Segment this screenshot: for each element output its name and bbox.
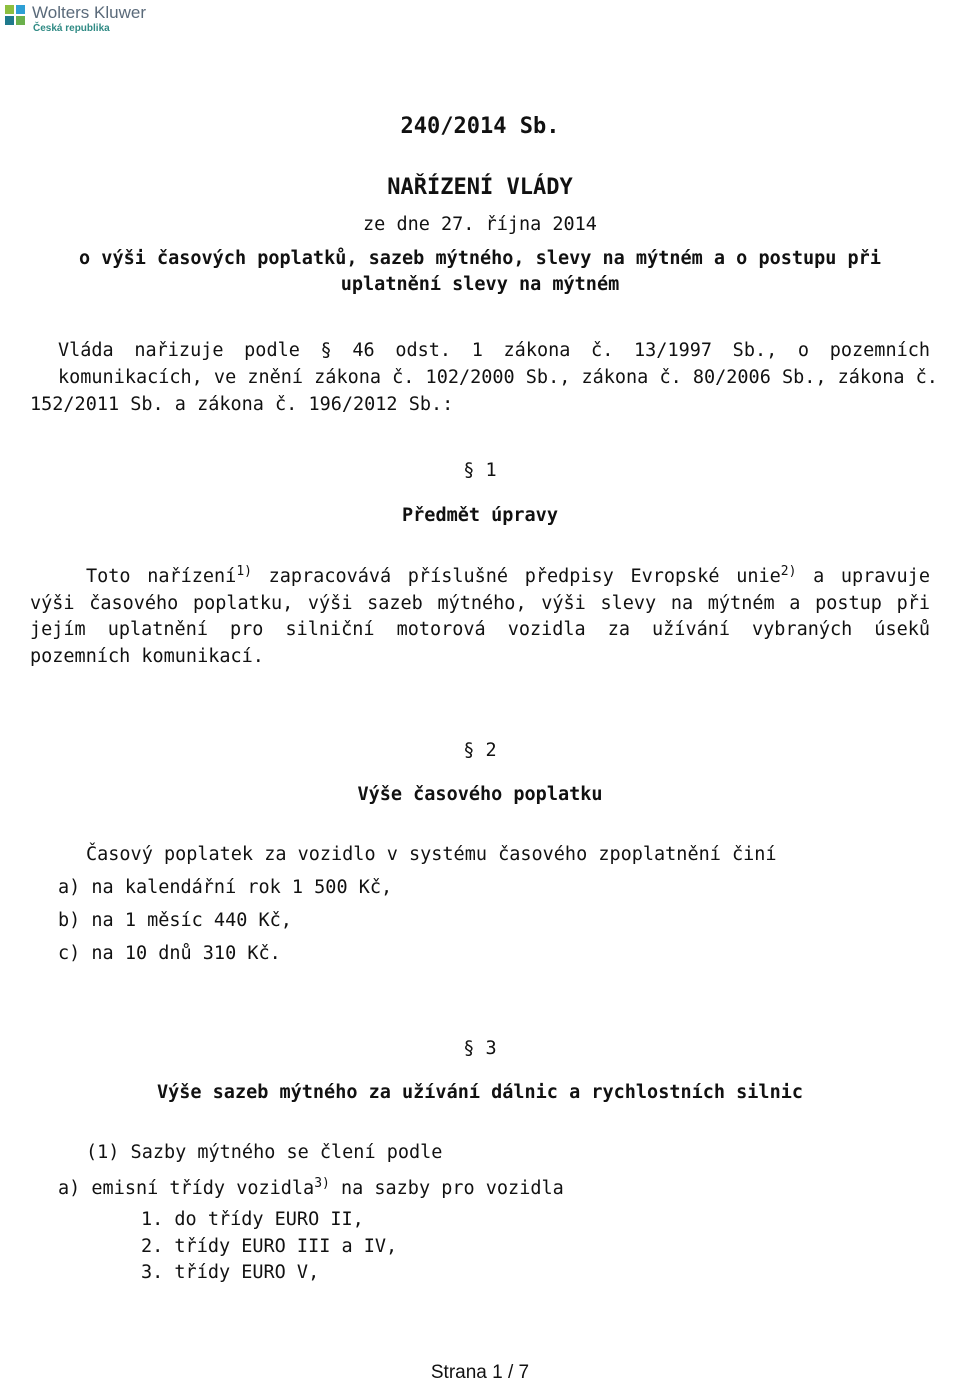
- logo-subtitle-text: Česká republika: [33, 23, 110, 34]
- section-3-item-a-rest: na sazby pro vozidla: [329, 1178, 564, 1199]
- section-3-item-a: [58, 1178, 564, 1199]
- section-2-item-c: c) na 10 dnů 310 Kč.: [58, 943, 281, 964]
- section-3-subitem-1: 1. do třídy EURO II,: [141, 1209, 364, 1230]
- document-type: NAŘÍZENÍ VLÁDY: [387, 175, 573, 200]
- section-1-text-a: Toto nařízení: [86, 566, 237, 587]
- section-1-text-b: zapracovává příslušné předpisy Evropské unie: [251, 566, 781, 587]
- section-1-paragraph-line-1: [86, 566, 930, 587]
- section-3-number: § 3: [463, 1038, 497, 1059]
- section-2-intro: Časový poplatek za vozidlo v systému časového zpoplatnění činí: [86, 844, 777, 865]
- section-1-text-c: a upravuje: [796, 566, 930, 587]
- logo-brand-text: Wolters Kluwer: [32, 3, 146, 22]
- section-2-item-b: b) na 1 měsíc 440 Kč,: [58, 910, 292, 931]
- document-title-line-1: o výši časových poplatků, sazeb mýtného, slevy na mýtném a o postupu při: [79, 248, 881, 269]
- wolters-kluwer-logo: [4, 4, 144, 36]
- section-1-number: § 1: [463, 460, 497, 481]
- section-1-heading: Předmět úpravy: [402, 505, 558, 526]
- document-number: 240/2014 Sb.: [400, 114, 560, 139]
- section-3-heading: Výše sazeb mýtného za užívání dálnic a rychlostních silnic: [156, 1082, 803, 1103]
- section-1-paragraph-line-2: výši časového poplatku, výši sazeb mýtného, výši slevy na mýtném a postup při: [30, 593, 930, 614]
- logo-mark-icon: [4, 4, 26, 26]
- section-3-subitem-2: 2. třídy EURO III a IV,: [141, 1236, 398, 1257]
- document-title-line-2: uplatnění slevy na mýtném: [340, 274, 620, 295]
- section-3-subitem-3: 3. třídy EURO V,: [141, 1262, 320, 1283]
- section-1-paragraph-line-3: jejím uplatnění pro silniční motorová vozidla za užívání vybraných úseků: [30, 619, 930, 640]
- preamble-line-2: komunikacích, ve znění zákona č. 102/2000 Sb., zákona č. 80/2006 Sb., zákona č.: [58, 367, 938, 388]
- page-number: Strana 1 / 7: [430, 1362, 530, 1383]
- preamble-line-3: 152/2011 Sb. a zákona č. 196/2012 Sb.:: [30, 394, 454, 415]
- preamble-line-1: Vláda nařizuje podle § 46 odst. 1 zákona č. 13/1997 Sb., o pozemních: [58, 340, 930, 361]
- section-1-paragraph-line-4: pozemních komunikací.: [30, 646, 264, 667]
- footnote-ref-1[interactable]: 1): [236, 564, 252, 579]
- document-date: ze dne 27. října 2014: [363, 214, 597, 235]
- section-2-heading: Výše časového poplatku: [357, 784, 603, 805]
- section-3-intro: (1) Sazby mýtného se člení podle: [86, 1142, 443, 1163]
- section-3-item-a-text: a) emisní třídy vozidla: [58, 1178, 315, 1199]
- footnote-ref-3[interactable]: 3): [314, 1176, 330, 1191]
- footnote-ref-2[interactable]: 2): [780, 564, 797, 579]
- section-2-number: § 2: [463, 740, 497, 761]
- section-2-item-a: a) na kalendářní rok 1 500 Kč,: [58, 877, 393, 898]
